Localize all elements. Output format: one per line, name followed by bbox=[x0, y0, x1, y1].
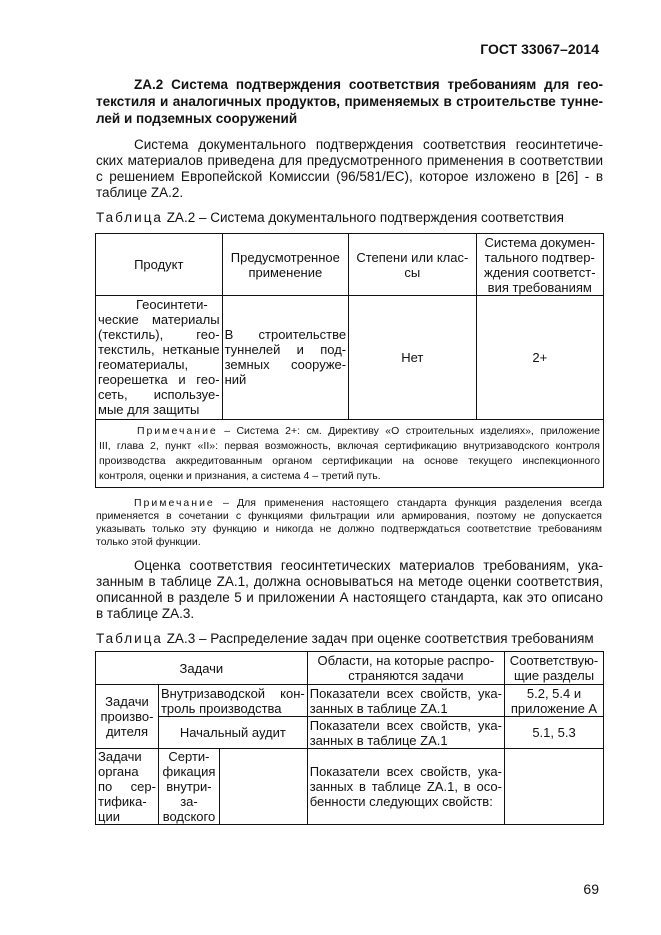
table-note-row bbox=[96, 420, 604, 488]
paragraph-line: таблице ZA.2. bbox=[96, 185, 184, 200]
cell-line: сеть, используе- bbox=[98, 387, 220, 402]
cell-line: по сер- bbox=[98, 779, 156, 794]
section-cell bbox=[505, 685, 604, 717]
cell-line: 5.2, 5.4 и bbox=[526, 685, 582, 701]
header-use bbox=[222, 234, 349, 296]
note-line: применяется в сочетании с функциями фильтрации или армирования, поэтому не допускается bbox=[96, 510, 602, 522]
cell-system: 2+ bbox=[476, 296, 603, 420]
caption-word: Таблица bbox=[96, 210, 163, 225]
group-manufacturer bbox=[96, 685, 159, 749]
paragraph-line: Система документального подтверждения соответствия геосинтетиче- bbox=[134, 137, 603, 152]
note-line: контроля, оценки и признания, а система 4 – третий путь. bbox=[99, 470, 381, 482]
caption-text: ZA.2 – Система документального подтверждения соответствия bbox=[162, 210, 564, 225]
note-text bbox=[99, 424, 600, 484]
header-product: Продукт bbox=[96, 234, 223, 296]
intro-paragraph bbox=[96, 137, 603, 201]
header-line: ждения соответст- bbox=[484, 264, 596, 280]
cell-line: за- bbox=[180, 794, 198, 809]
header-system bbox=[476, 234, 603, 296]
cell-line: туннелей и под- bbox=[224, 342, 347, 357]
cell-line: Серти- bbox=[168, 749, 210, 764]
cell-grades: Нет bbox=[349, 296, 476, 420]
cell-line: Показатели всех свойств, ука- bbox=[309, 717, 502, 733]
header-grades bbox=[349, 234, 476, 296]
note-line-text: – Система 2+: см. Директиву «О строительных изделиях», приложение bbox=[217, 425, 600, 437]
cell-line: земных сооруже- bbox=[224, 357, 347, 372]
cell-line: Показатели всех свойств, ука- bbox=[309, 764, 502, 779]
paragraph-line: описанной в разделе 5 и приложении А настоящего стандарта, как это описано bbox=[96, 590, 603, 605]
cell-line: занных в таблице ZA.1 bbox=[309, 732, 448, 748]
section-title-line: лей и подземных сооружений bbox=[96, 111, 298, 126]
section-title-line: текстиля и аналогичных продуктов, применяемых в строительстве тунне- bbox=[96, 94, 603, 109]
section-cell: 5.1, 5.3 bbox=[505, 717, 604, 749]
note-line-text: – Для применения настоящего стандарта функция разделения всегда bbox=[214, 497, 602, 509]
cell-line: Задачи bbox=[98, 749, 142, 764]
cell-line: произво- bbox=[100, 709, 154, 724]
cell-line: приложение А bbox=[510, 700, 598, 716]
header-line: Области, на которые распро- bbox=[317, 653, 495, 668]
standard-header: ГОСТ 33067–2014 bbox=[480, 41, 599, 57]
cell-line: (текстиль), гео- bbox=[98, 327, 220, 342]
cell-line: занных в таблице ZA.1 bbox=[309, 700, 448, 716]
note-line: только этой функции. bbox=[96, 536, 201, 548]
header-line: щие разделы bbox=[513, 668, 595, 683]
paragraph-line: Оценка соответствия геосинтетических материалов требованиям, ука- bbox=[134, 558, 603, 573]
header-line: Соответствую- bbox=[509, 653, 599, 668]
cell-line: троль производства bbox=[160, 700, 282, 716]
header-line: применение bbox=[248, 264, 323, 280]
paragraph-line: в таблице ZA.3. bbox=[96, 606, 195, 621]
header-line: Система докумен- bbox=[484, 234, 596, 250]
table-za3-caption bbox=[96, 631, 594, 646]
cell-line: тифика- bbox=[98, 794, 147, 809]
cell-product bbox=[96, 296, 223, 420]
section-title-line: ZA.2 Система подтверждения соответствия требованиям для гео- bbox=[134, 77, 603, 92]
note-word: Примечание bbox=[137, 425, 218, 437]
paragraph-line: с решением Европейской Комиссии (96/581/ЕС), которое изложено в [26] - в bbox=[96, 169, 603, 184]
cell-line: ческие материалы bbox=[98, 312, 220, 327]
section-title bbox=[96, 76, 603, 127]
cell-line: В строительстве bbox=[224, 327, 347, 342]
header-sections bbox=[505, 652, 604, 685]
cell-line: фикация bbox=[162, 764, 216, 779]
note-line bbox=[96, 497, 602, 510]
table-row bbox=[96, 717, 604, 749]
table-za3 bbox=[95, 651, 604, 825]
cell-line: Внутризаводской кон- bbox=[160, 685, 305, 701]
table-header-row bbox=[96, 652, 604, 685]
header-line: вия требованиям bbox=[487, 279, 592, 295]
cell-line: ний bbox=[224, 372, 247, 387]
cell-line: георешетка и гео- bbox=[98, 372, 220, 387]
cell-line: бенности следующих свойств: bbox=[309, 794, 493, 809]
area-cell bbox=[307, 749, 504, 825]
header-line: Предусмотренное bbox=[230, 249, 340, 265]
note-line: III, глава 2, пункт «II»: первая возможность, включая сертификацию внутризаводского контроля bbox=[99, 440, 600, 452]
cell-line: ции bbox=[98, 809, 120, 824]
table-row bbox=[96, 685, 604, 717]
table-row bbox=[96, 296, 604, 420]
table-za2 bbox=[95, 233, 604, 488]
cell-line: мые для защиты bbox=[98, 402, 200, 417]
header-areas bbox=[307, 652, 504, 685]
header-line: страняются задачи bbox=[348, 668, 464, 683]
cell-line: Показатели всех свойств, ука- bbox=[309, 685, 502, 701]
table-row bbox=[96, 749, 604, 825]
cell-line: органа bbox=[98, 764, 139, 779]
task-initial-audit: Начальный аудит bbox=[158, 717, 307, 749]
caption-text: ZA.3 – Распределение задач при оценке соответствия требованиям bbox=[162, 631, 594, 646]
section-cell bbox=[505, 749, 604, 825]
area-cell bbox=[307, 717, 504, 749]
header-line: тального подтвер- bbox=[484, 249, 595, 265]
standalone-note bbox=[96, 497, 602, 549]
empty-cell bbox=[219, 749, 307, 825]
note-word: Примечание bbox=[134, 497, 215, 509]
cell-use bbox=[222, 296, 349, 420]
header-line: Степени или клас- bbox=[356, 249, 469, 265]
page-number: 69 bbox=[583, 881, 599, 897]
area-cell bbox=[307, 685, 504, 717]
cell-line: геоматериалы, bbox=[98, 357, 189, 372]
cell-line: дителя bbox=[105, 724, 149, 739]
paragraph-line: ских материалов приведена для предусмотренного применения в соответствии bbox=[96, 153, 603, 168]
task-certification-fpc bbox=[158, 749, 219, 825]
header-line: сы bbox=[404, 264, 421, 280]
note-line bbox=[99, 424, 600, 439]
cell-line: текстиль, нетканые bbox=[98, 342, 220, 357]
table-za2-caption bbox=[96, 210, 564, 225]
note-line: указывать только эту функцию и никогда не должно подтверждаться соответствие требованиям bbox=[96, 523, 602, 535]
note-line: производства аккредитованным органом сертификации на основе текущего инспекционного bbox=[99, 455, 600, 467]
cell-line: занных в таблице ZA.1, в осо- bbox=[309, 779, 502, 794]
cell-line: Задачи bbox=[105, 694, 149, 709]
cell-line: Геосинтети- bbox=[136, 297, 208, 312]
table-note bbox=[96, 420, 604, 488]
table-header-row bbox=[96, 234, 604, 296]
assessment-paragraph bbox=[96, 558, 603, 622]
task-fpc bbox=[158, 685, 307, 717]
cell-line: внутри- bbox=[166, 779, 212, 794]
cell-line: водского bbox=[162, 809, 216, 824]
caption-word: Таблица bbox=[96, 631, 163, 646]
group-certification-body bbox=[96, 749, 159, 825]
paragraph-line: занным в таблице ZA.1, должна основываться на методе оценки соответствия, bbox=[96, 574, 603, 589]
header-tasks: Задачи bbox=[96, 652, 308, 685]
